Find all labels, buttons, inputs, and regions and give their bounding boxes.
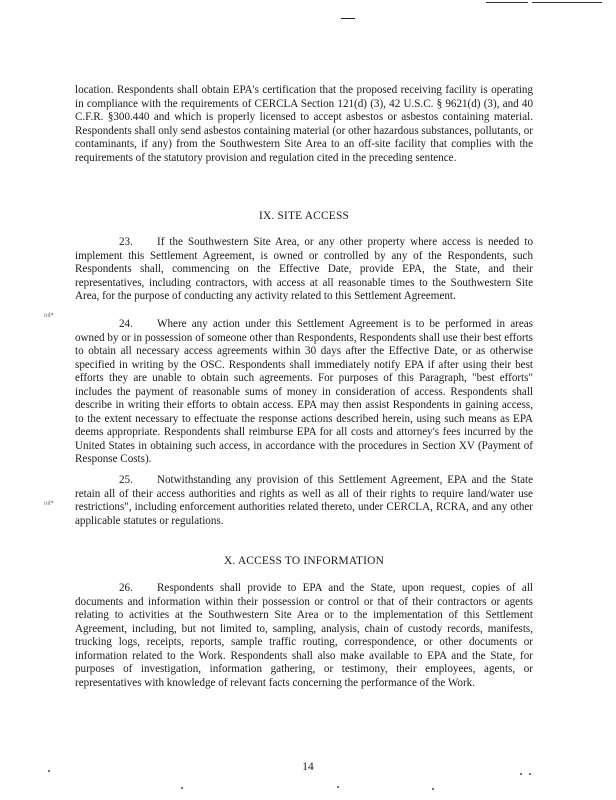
continuation-paragraph: location. Respondents shall obtain EPA's certification that the proposed receiving facility is operating in compliance with the requirements of CERCLA Section 121(d) (3), 42 U.S.C. § 9621(d) (3), and 40 C.F.R. §300.440 and which is properly licensed to accept asbestos or asbestos containing material. Respondents shall only send asbestos containing material (or other hazardous substances, pollutants, or contaminants, if any) from the Southwestern Site Area to an off-site facility that complies with the requirements of the statutory provision and regulation cited in the preceding sentence. bbox=[75, 84, 533, 164]
paragraph-text: Where any action under this Settlement Agreement is to be performed in areas owned by or in possession of someone other than Respondents, Respondents shall use their best efforts to obtain all necessary access agreements within 30 days after the Effective Date, or as otherwise specified in writing by the OSC. Respondents shall immediately notify EPA if after using their best efforts they are unable to obtain such agreements. For purposes of this Paragraph, "best efforts" includes the payment of reasonable sums of money in consideration of access. Respondents shall describe in writing their efforts to obtain access. EPA may then assist Respondents in gaining access, to the extent necessary to effectuate the response actions described herein, using such means as EPA deems appropriate. Respondents shall reimburse EPA for all costs and attorney's fees incurred by the United States in obtaining such access, in accordance with the procedures in Section XV (Payment of Response Costs). bbox=[75, 318, 533, 466]
paragraph-24 bbox=[75, 318, 533, 467]
margin-scan-mark: ıııl* bbox=[44, 500, 54, 507]
section-heading-site-access: IX. SITE ACCESS bbox=[258, 210, 350, 222]
header-dash bbox=[341, 18, 355, 19]
paragraph-26 bbox=[75, 582, 533, 690]
paragraph-text: Respondents shall provide to EPA and the State, upon request, copies of all documents and information within their possession or control or that of their contractors or agents relating to activities at the Southwestern Site Area or to the implementation of this Settlement Agreement, including, but not limited to, sampling, analysis, chain of custody records, manifests, trucking logs, receipts, reports, sample traffic routing, correspondence, or other documents or information related to the Work. Respondents shall also make available to EPA and the State, for purposes of investigation, information gathering, or testimony, their employees, agents, or representatives with knowledge of relevant facts concerning the performance of the Work. bbox=[75, 582, 533, 689]
section-heading-access-to-information: X. ACCESS TO INFORMATION bbox=[223, 555, 385, 567]
scan-speck bbox=[520, 773, 522, 775]
paragraph-25 bbox=[75, 474, 533, 528]
paragraph-23 bbox=[75, 236, 533, 304]
scan-speck bbox=[48, 770, 50, 772]
paragraph-number: 23. bbox=[119, 236, 133, 248]
scan-speck bbox=[337, 786, 339, 788]
margin-scan-mark: ıııl* bbox=[44, 312, 54, 319]
paragraph-text: If the Southwestern Site Area, or any other property where access is needed to implement this Settlement Agreement, is owned or controlled by any of the Respondents, such Respondents shall, commencing on the Effective Date, provide EPA, the State, and their representatives, including contractors, with access at all reasonable times to the Southwestern Site Area, for the purpose of conducting any activity related to this Settlement Agreement. bbox=[75, 236, 533, 303]
scan-speck bbox=[181, 787, 183, 789]
paragraph-number: 26. bbox=[119, 582, 133, 594]
scan-speck bbox=[432, 788, 434, 790]
scan-speck bbox=[529, 773, 531, 775]
top-rule bbox=[532, 2, 602, 3]
paragraph-text: Notwithstanding any provision of this Settlement Agreement, EPA and the State retain all of their access authorities and rights as well as all of their rights to require land/water use restrictions", including enforcement authorities related thereto, under CERCLA, RCRA, and any other applicable statutes or regulations. bbox=[75, 474, 533, 527]
top-rule bbox=[486, 2, 528, 3]
page-number: 14 bbox=[302, 761, 314, 773]
paragraph-number: 25. bbox=[119, 474, 133, 486]
paragraph-number: 24. bbox=[119, 318, 133, 330]
